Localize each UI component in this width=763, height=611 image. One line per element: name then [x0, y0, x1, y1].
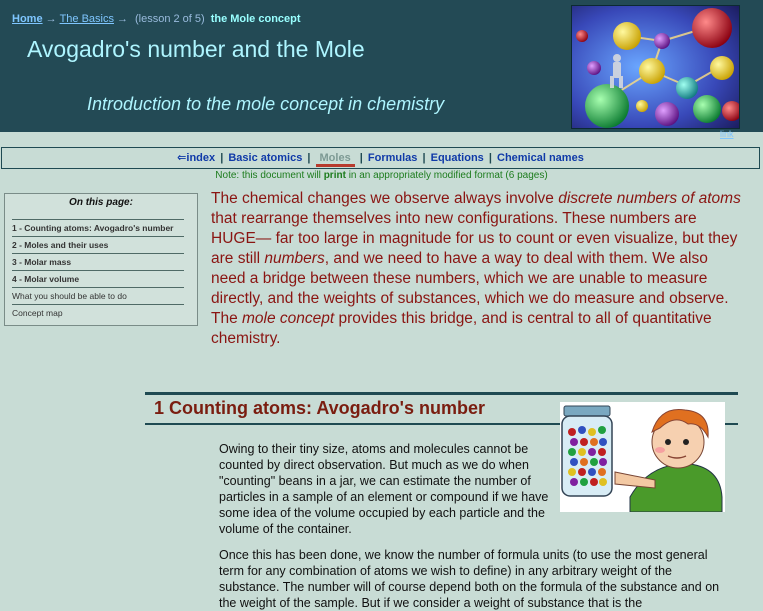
- breadcrumb-basics-link[interactable]: The Basics: [59, 13, 114, 25]
- image-credit-link[interactable]: link: [720, 129, 734, 139]
- breadcrumb-lesson-label: (lesson 2 of 5): [134, 13, 205, 25]
- sidebar-item-counting-atoms[interactable]: 1 - Counting atoms: Avogadro's number: [12, 219, 184, 236]
- intro-text: provides this bridge, and is central to all of quantitative chemistry.: [211, 310, 712, 347]
- on-this-page-sidebar: [4, 193, 198, 326]
- section-1-paragraph-2: Once this has been done, we know the number of formula units (to use the most general term for any combination of atoms we wish to define) in any arbitrary weight of the substance. The number will of course depend both on the formula of the substance and on the weight of the sample. But if we consider a weight of substance that is the: [219, 548, 720, 610]
- nav-basic-atomics-link[interactable]: Basic atomics: [228, 152, 303, 164]
- print-note-prefix: Note: this document will: [215, 170, 321, 181]
- molecule-illustration: [571, 5, 740, 129]
- arrow-right-icon: →: [45, 13, 57, 25]
- intro-text: that rearrange themselves into new configurations. These numbers are HUGE— far too large in magnitude for us to count or even visualize, but they are still: [211, 210, 738, 267]
- print-note: [0, 170, 763, 181]
- intro-emphasis: numbers: [264, 250, 325, 267]
- print-note-bold: print: [323, 170, 346, 181]
- arrow-right-icon: →: [116, 13, 128, 25]
- nav-equations-link[interactable]: Equations: [430, 152, 484, 164]
- breadcrumb-current: the Mole concept: [210, 13, 301, 25]
- page-subtitle: Introduction to the mole concept in chemistry: [87, 94, 445, 114]
- section-1-paragraph-1: Owing to their tiny size, atoms and molecules cannot be counted by direct observation. But much as we do when "counting" beans in a jar, we can estimate the number of particles in a sample of an element or compound if we have some idea of the volume occupied by each particle and the volume of the container.: [219, 442, 549, 536]
- breadcrumb-home-link[interactable]: Home: [12, 13, 43, 25]
- nav-separator: |: [307, 152, 311, 164]
- intro-emphasis: discrete numbers of atoms: [558, 190, 741, 207]
- intro-text: , and we need to have a way to deal with them. We also need a bridge between these numbers, which we are unable to measure directly, and the weights of substances, which we do measure and observe. The: [211, 250, 729, 327]
- section-1-title: 1 Counting atoms: Avogadro's number: [154, 398, 485, 418]
- intro-text: The chemical changes we observe always involve: [211, 190, 559, 207]
- intro-paragraph: [211, 189, 741, 349]
- nav-separator: |: [488, 152, 492, 164]
- nav-chemical-names-link[interactable]: Chemical names: [497, 152, 584, 164]
- sidebar-item-moles[interactable]: 2 - Moles and their uses: [12, 236, 184, 253]
- nav-separator: |: [359, 152, 363, 164]
- sidebar-list: [5, 219, 197, 321]
- nav-separator: |: [422, 152, 426, 164]
- top-navigation: [1, 147, 760, 169]
- nav-index-link[interactable]: ⇐index: [177, 152, 216, 164]
- nav-moles-current: Moles: [316, 152, 355, 167]
- boy-with-bean-jar-illustration: [560, 402, 725, 512]
- breadcrumb: [12, 13, 301, 25]
- sidebar-title: On this page:: [69, 197, 133, 208]
- sidebar-item-molar-volume[interactable]: 4 - Molar volume: [12, 270, 184, 287]
- sidebar-item-molar-mass[interactable]: 3 - Molar mass: [12, 253, 184, 270]
- page-header: [0, 0, 763, 139]
- sidebar-item-concept-map[interactable]: Concept map: [12, 304, 184, 321]
- nav-formulas-link[interactable]: Formulas: [367, 152, 418, 164]
- page-title: Avogadro's number and the Mole: [27, 36, 365, 62]
- print-note-suffix: in an appropriately modified format (6 pages): [348, 170, 548, 181]
- nav-separator: |: [220, 152, 224, 164]
- sidebar-item-objectives[interactable]: What you should be able to do: [12, 287, 184, 304]
- intro-emphasis: mole concept: [242, 310, 335, 327]
